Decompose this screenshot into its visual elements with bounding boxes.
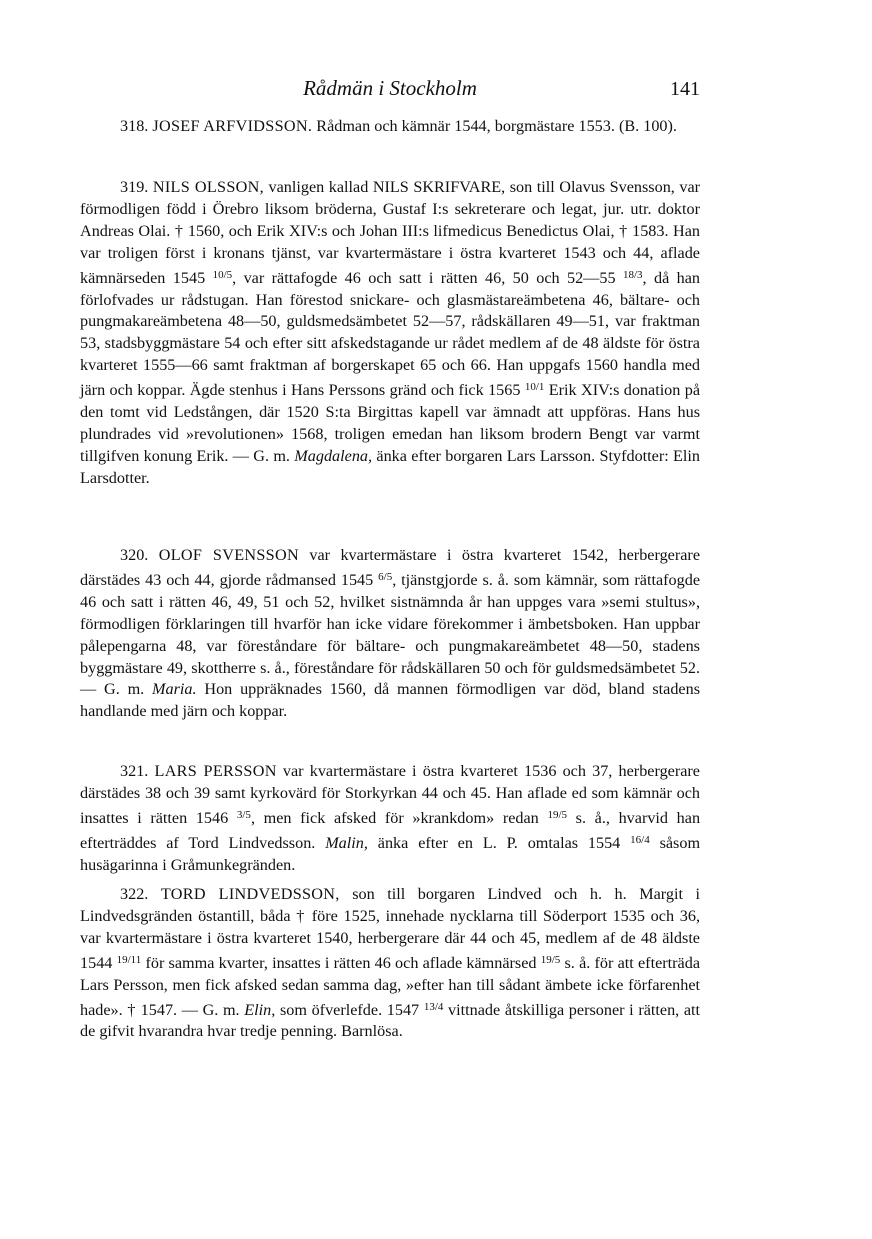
entry-text: Erik XIV:s donation på den tomt vid Ledstången, där 1520 S:ta Birgittas kapell var ämnadt att uppföras. Hans hus plundrades vid »revolutionen» 1568, troligen emedan han liksom brodern Bengt var varmt tillgifven konung Erik. — G. m.	[80, 381, 701, 465]
wife-name: Magdalena,	[294, 446, 373, 465]
wife-name: Maria.	[152, 680, 197, 699]
entry-number: 322.	[120, 885, 149, 903]
entry-318	[80, 116, 700, 138]
entry-text: , då han förlofvades ur rådstugan. Han förestod snickare- och glasmästareämbetena 46, bältare- och pungmakareämbetena 48—50, guldsmedsämbetet 52—57, rådskällaren 49—51, var fraktman 53, stadsbyggmästare 54 och efter sitt afskedstagande ur rådet medlem af de 48 äldste för östra kvarteret 1555—66 samt fraktman af borgerskapet 65 och 66. Han uppgafs 1560 handla med järn och koppar. Ägde stenhus i Hans Perssons gränd och fick 1565	[80, 268, 701, 400]
date-fraction: 18/3	[622, 268, 643, 281]
entry-322	[80, 884, 700, 1043]
date-fraction: 13/4	[423, 1000, 444, 1013]
entry-text: vittnade åtskilliga personer i rätten, att de gifvit hvarandra hvar tredje penning. Barnlösa.	[80, 1000, 701, 1041]
entry-text: änka efter en L. P. omtalas 1554	[377, 833, 621, 852]
person-name: TORD LINDVEDSSON,	[160, 885, 340, 903]
entry-text: för samma kvarter, insattes i rätten 46 och aflade kämnärsed	[145, 953, 537, 972]
date-fraction: 19/11	[116, 953, 142, 966]
wife-name: Malin,	[325, 833, 368, 852]
entry-text: vanligen kallad NILS SKRIFVARE, son till Olavus Svensson, var förmodligen född i Örebro liksom bröderna, Gustaf I:s sekreterare och legat, jur. utr. doktor Andreas Olai. † 1560, och Erik XIV:s och Johan III:s lifmedicus Benedictus Olai, † 1583. Han var troligen först i kronans tjänst, var kvartermästare i östra kvarteret 1543 och 44, aflade kämnärseden 1545	[80, 178, 701, 287]
entry-text: såsom husägarinna i Gråmunkegränden.	[80, 833, 701, 874]
entry-text: var kvartermästare i östra kvarteret 1536 och 37, herbergerare därstädes 38 och 39 samt kyrkovärd för Storkyrkan 44 och 45. Han aflade ed som kämnär och insattes i rätten 1546	[80, 762, 700, 827]
person-name: OLOF SVENSSON	[158, 546, 299, 564]
person-name: NILS OLSSON,	[152, 178, 264, 196]
entry-text: som öfverlefde. 1547	[279, 1000, 420, 1019]
entry-number: 318.	[120, 117, 149, 135]
entry-number: 319.	[120, 178, 149, 196]
entry-321	[80, 761, 700, 877]
entry-320	[80, 545, 700, 723]
date-fraction: 3/5	[236, 808, 251, 821]
entry-text: s. å. för att efterträda Lars Persson, men fick afsked sedan samma dag, »efter han till sådant ämbete icke förfarenhet hade». † 1547. — G. m.	[80, 953, 700, 1019]
page-number: 141	[670, 78, 700, 100]
entry-text: var kvartermästare i östra kvarteret 1542, herbergerare därstädes 43 och 44, gjorde rådmansed 1545	[80, 546, 701, 589]
running-title: Rådmän i Stockholm	[303, 76, 477, 100]
date-fraction: 10/1	[524, 381, 545, 394]
entry-text: , var rättafogde 46 och satt i rätten 46, 50 och 52—55	[232, 268, 616, 287]
entry-text: Hon uppräknades 1560, då mannen förmodligen var död, bland stadens handlande med järn och koppar.	[80, 680, 701, 721]
date-fraction: 19/5	[540, 953, 561, 966]
entry-text: s. å., hvarvid han efterträddes af Tord Lindvedsson.	[80, 808, 701, 852]
person-name: LARS PERSSON	[154, 762, 277, 780]
entry-text: änka efter borgaren Lars Larsson. Styfdotter: Elin Larsdotter.	[80, 446, 701, 487]
entry-number: 321.	[120, 762, 149, 780]
entry-number: 320.	[120, 546, 149, 564]
wife-name: Elin,	[244, 1000, 276, 1019]
entry-text: , men fick afsked för »krankdom» redan	[250, 808, 539, 827]
entry-319	[80, 177, 700, 490]
date-fraction: 10/5	[212, 268, 233, 281]
entry-text: , tjänstgjorde s. å. som kämnär, som rättafogde 46 och satt i rätten 46, 49, 51 och 52, hvilket sistnämnda år han uppges vara »semi stultus», förmodligen förklaringen till hvarför han icke vidare förekommer i ämbetsboken. Han uppbar pålepengarna 48, var föreståndare för bältare- och pungmakareämbetet 48—50, stadens byggmästare 49, skottherre s. å., föreståndare för rådskällaren 50 och för guldsmedsämbetet 52. — G. m.	[80, 570, 701, 699]
date-fraction: 16/4	[630, 833, 650, 846]
person-name: JOSEF ARFVIDSSON.	[152, 117, 313, 135]
entry-text: son till borgaren Lindved och h. h. Margit i Lindvedsgränden östantill, båda † före 1525, innehade nycklarna till Söderport 1535 och 36, var kvartermästare i östra kvarteret 1540, herbergerare där 44 och 45, medlem af de 48 äldste 1544	[80, 885, 701, 972]
date-fraction: 19/5	[547, 808, 567, 821]
date-fraction: 6/5	[378, 570, 393, 583]
running-head	[80, 76, 700, 106]
entry-text: Rådman och kämnär 1544, borgmästare 1553. (B. 100).	[316, 117, 677, 135]
